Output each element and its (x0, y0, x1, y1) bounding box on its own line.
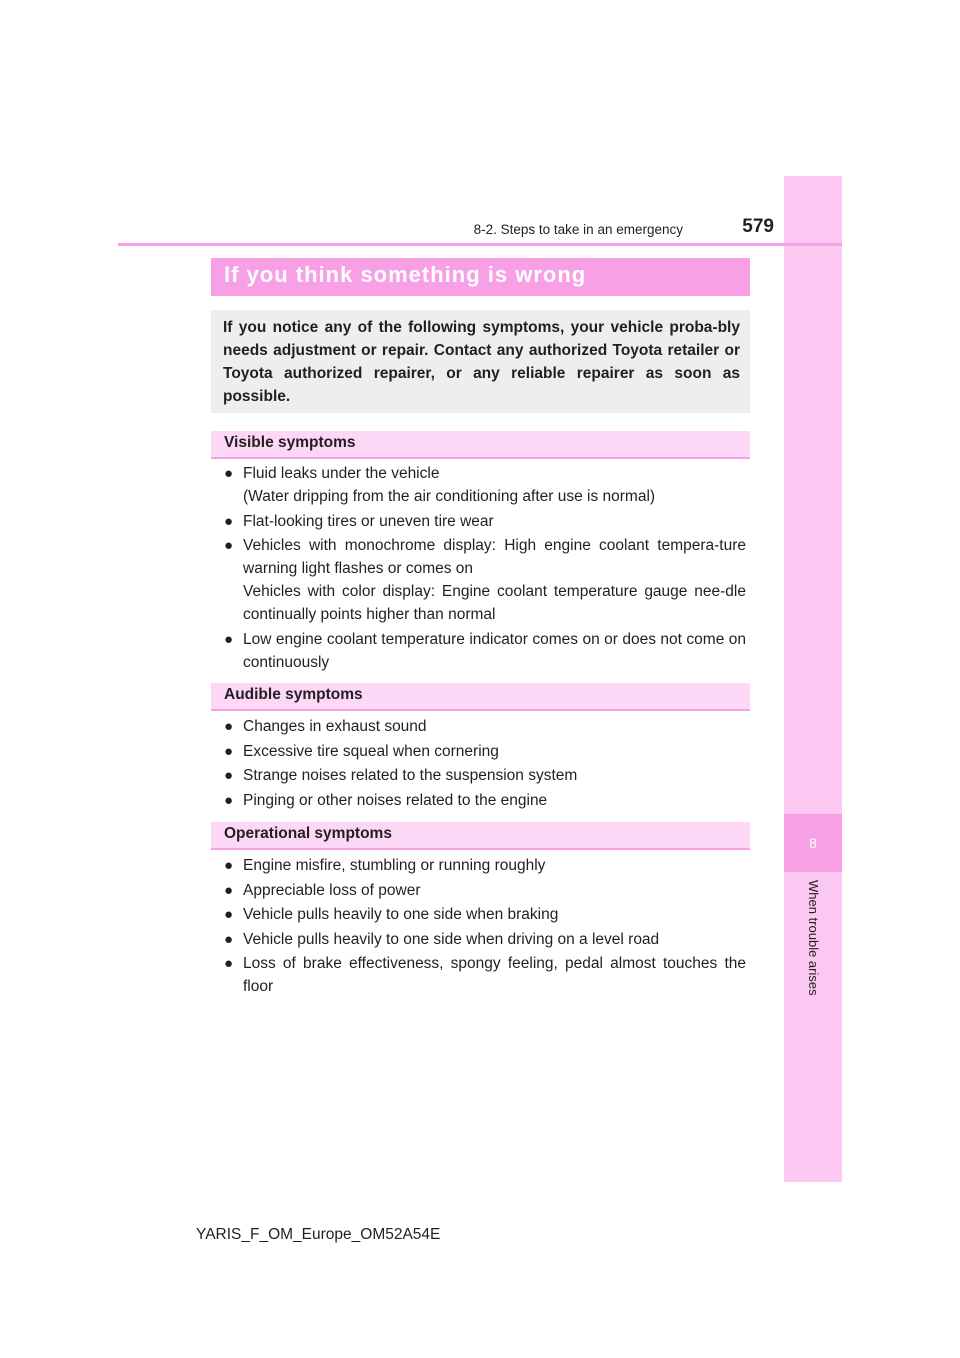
list-item (224, 510, 746, 533)
bullet-icon: ● (224, 465, 234, 482)
bullet-icon: ● (224, 906, 234, 923)
bullet-icon: ● (224, 630, 234, 648)
item-text: Loss of brake effectiveness, spongy feeling, pedal almost touches the floor (243, 955, 746, 995)
item-text: Appreciable loss of power (243, 881, 421, 899)
bullet-icon: ● (224, 742, 234, 760)
document-code-footer: YARIS_F_OM_Europe_OM52A54E (196, 1226, 441, 1243)
item-text: Fluid leaks under the vehicle (243, 465, 440, 482)
section-heading-audible (211, 683, 750, 711)
bullet-icon: ● (224, 857, 234, 874)
list-item (224, 903, 746, 926)
list-item (224, 764, 746, 787)
bullet-icon: ● (224, 955, 234, 972)
bullet-icon: ● (224, 718, 234, 735)
item-text: Vehicles with color display: Engine coolant temperature gauge nee-dle continually points higher than normal (243, 583, 746, 623)
section-heading-operational (211, 822, 750, 850)
list-item (224, 879, 746, 902)
section-heading-visible (211, 431, 750, 459)
list-item (224, 715, 746, 738)
item-text: Vehicle pulls heavily to one side when driving on a level road (243, 930, 660, 948)
bullet-icon: ● (224, 881, 234, 899)
list-item (224, 789, 746, 812)
list-item (224, 854, 746, 877)
intro-box: If you notice any of the following symptoms, your vehicle proba-bly needs adjustment or repair. Contact any authorized Toyota retailer or Toyota authorized repairer, or any reliable repairer as soon as possible. (211, 310, 750, 413)
item-text: Vehicles with monochrome display: High engine coolant tempera-ture warning light flashes or comes on (243, 537, 746, 577)
chapter-title: When trouble arises (806, 880, 821, 996)
bullet-icon: ● (224, 767, 234, 784)
item-text: Excessive tire squeal when cornering (243, 742, 499, 760)
item-text: Vehicle pulls heavily to one side when braking (243, 906, 559, 923)
header-divider (118, 243, 842, 246)
bullet-icon: ● (224, 512, 234, 530)
list-item (224, 628, 746, 674)
list-item (224, 740, 746, 763)
section-heading-label: Operational symptoms (224, 825, 392, 842)
section-header: 8-2. Steps to take in an emergency (473, 222, 683, 237)
item-text: Changes in exhaust sound (243, 718, 427, 735)
item-text: Engine misfire, stumbling or running roughly (243, 857, 546, 874)
chapter-number: 8 (784, 814, 842, 872)
list-item (224, 952, 746, 998)
chapter-side-tab (784, 176, 842, 1182)
page-title-banner (211, 258, 750, 296)
list-item (224, 534, 746, 626)
bullet-icon: ● (224, 537, 234, 554)
bullet-icon: ● (224, 791, 234, 809)
section-heading-label: Visible symptoms (224, 434, 356, 451)
item-text: Flat-looking tires or uneven tire wear (243, 512, 494, 530)
list-item (224, 462, 746, 508)
symptom-list-audible (224, 715, 746, 813)
item-text: Strange noises related to the suspension system (243, 767, 578, 784)
item-text: (Water dripping from the air conditioning after use is normal) (243, 488, 656, 505)
page-title: If you think something is wrong (224, 262, 587, 287)
item-text: Low engine coolant temperature indicator comes on or does not come on continuously (243, 630, 746, 671)
symptom-list-operational (224, 854, 746, 1000)
bullet-icon: ● (224, 930, 234, 948)
list-item (224, 928, 746, 951)
section-heading-label: Audible symptoms (224, 686, 363, 703)
page-number: 579 (742, 216, 774, 237)
symptom-list-visible (224, 462, 746, 675)
item-text: Pinging or other noises related to the engine (243, 791, 548, 809)
